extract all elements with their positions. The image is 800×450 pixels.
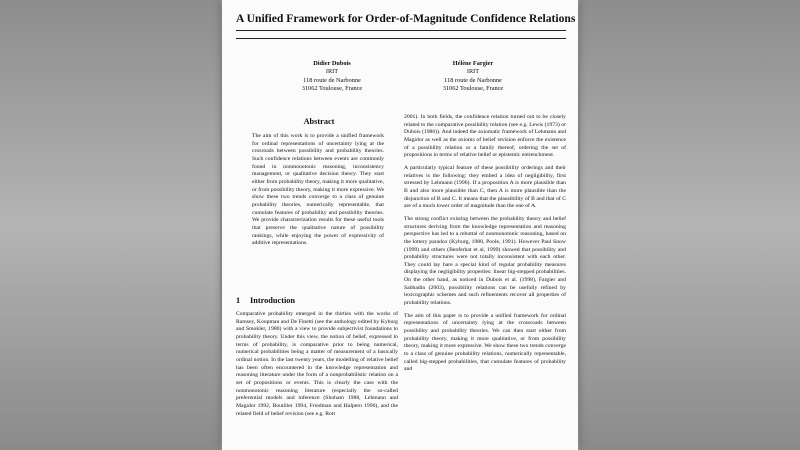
author-city: 31062 Toulouse, France xyxy=(442,84,504,92)
author-name: Didier Dubois xyxy=(313,60,351,67)
author-block xyxy=(408,60,538,93)
right-column xyxy=(404,114,566,379)
abstract-heading: Abstract xyxy=(303,117,335,126)
section-heading xyxy=(236,296,402,305)
author-city: 31062 Toulouse, France xyxy=(301,84,363,92)
author-block xyxy=(267,60,397,93)
paragraph: 2001). In both fields, the confidence relation turned out to be closely related to the comparative possibility relation (see e.g. Lewis (1973) or Dubois (1986)). And indeed the axiomatic framework of Lehmann and Magidor as well as the axioms of belief revision enforce the existence of a possibility relation or a family thereof, ordering the set of propositions in terms of relative belief or epistemic entrenchment. xyxy=(404,114,566,159)
title-rule-bottom xyxy=(236,38,566,39)
background-right xyxy=(580,0,800,450)
paper-title: A Unified Framework for Order-of-Magnitude Confidence Relations xyxy=(236,12,576,25)
background-left xyxy=(0,0,220,450)
paper-page xyxy=(222,0,578,450)
paragraph: The aim of this paper is to provide a unified framework for ordinal representations of uncertainty lying at the crossroads between possibility and probability theories. We can then start either from probability theory, making it more qualitative, or from possibility theory, making it more expressive. We show these two trends converge to a class of genuine probability relations, numerically representable, called big-stepped probabilities, that cumulate features of probability and xyxy=(404,312,566,373)
author-name: Hélène Fargier xyxy=(452,60,494,67)
section-title: Introduction xyxy=(250,296,296,305)
introduction-text xyxy=(236,311,398,423)
abstract-text: The aim of this work is to provide a unified framework for ordinal representations of uncertainty lying at the crosroads between possibility and probability theories. Such confidence relations between events are commonly found in nonmonotonic reasoning, inconsistency management, or qualitative decision theory. They start either from probability theory, making it more qualitative, or from possibility theory, making it more expressive. We show these two trends converge to a class of genuine probability theories, numerically representable, that cumulate features of probability and possibility theories. We provide characterization results for these useful tools that preserve the qualitative nature of possibility rankings, while enjoying the power of expressivity of additive representations. xyxy=(252,133,384,247)
title-rule-top xyxy=(236,30,566,31)
paragraph: Comparative probability emerged in the thirties with the works of Ramsey, Koopman and De Finetti (see the anthology edited by Kyburg and Smokler, 1980) with a view to provide subjectivist foundations to probability theory. Under this view, the notion of belief, expressed in terms of probability, is comparative prior to being numerical, numerical probabilities being a matter of measurement of a basically ordinal notion. In the last twenty years, the modelling of relative belief has been often encountered in the knowledge representation and reasoning literature under the form of a nonprobabilistic relation on a set of propositions or events. This is clearly the case with the nonmonotonic reasoning literature (especially the so-called preferential models and inference (Shoham 1988, Lehmann and Magidor 1992, Boutilier 1994, Friedman and Halpern 1996), and the related field of belief revision (see e.g. Rott xyxy=(236,311,398,417)
author-address: 118 route de Narbonne xyxy=(303,76,361,84)
paragraph: A particularly typical feature of these possibility orderings and their relatives is the following: they embed a idea of negligibility, first stressed by Lehmann (1996). If a proposition A is more plausible than B and also more plausible than C, then A is more plausible than the disjunction of B and C. It means that the plausibility of B and that of C are of a much lower order of magnitude than the one of A. xyxy=(404,164,566,210)
author-affiliation: IRIT xyxy=(325,68,339,76)
section-number: 1 xyxy=(236,296,241,305)
author-address: 118 route de Narbonne xyxy=(444,76,502,84)
author-affiliation: IRIT xyxy=(466,68,480,76)
paragraph: The strong conflict existing between the probability theory and belief structures deriving from the knowledge representation and reasoning perspective has led to a rebuttal of nonmonotonic reasoning, based on the lottery paradox (Kyburg, 1988, Poole, 1991). However Paul Snow (1999) and others (Benferhat et al, 1999) showed that possibility and probability structures were not totally inconsistent with each other. They could lay bare a special kind of regular probability measures displaying the negligibility properties: linear big-stepped probabilities. On the other hand, as noticed in Dubois et al. (1998), Fargier and Sabbadin (2003), possibility relations can be usefully refined by lexicographic schemes and such refinements recover all properties of probability relations. xyxy=(404,215,566,307)
